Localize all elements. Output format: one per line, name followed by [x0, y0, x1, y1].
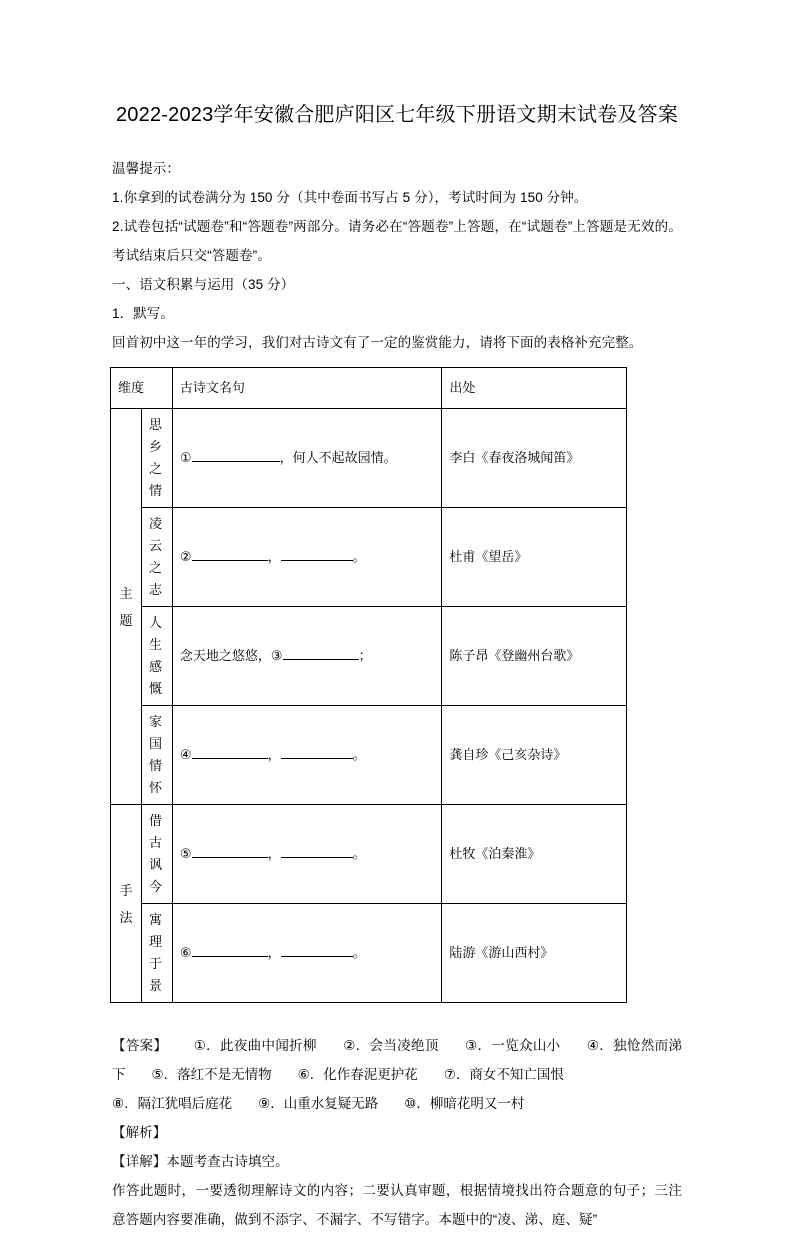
answer-item-6: ⑥．化作春泥更护花: [297, 1067, 418, 1082]
blank-marker-6: ⑥: [179, 945, 192, 960]
source-3: 陈子昂《登幽州台歌》: [442, 607, 627, 706]
source-4: 龚自珍《己亥杂诗》: [442, 706, 627, 805]
analysis-detail-text: 本题考查古诗填空。: [166, 1154, 289, 1169]
analysis-body: 作答此题时，一要透彻理解诗文的内容；二要认真审题，根据情境找出符合题意的句子；三注意答题内容要准确，做到不添字、不漏字、不写错字。本题中的“凌、涕、庭、疑”: [112, 1183, 682, 1227]
subtopic-ambition: 凌云之志: [141, 508, 172, 607]
answer-item-9: ⑨．山重水复疑无路: [258, 1096, 379, 1111]
poem-line-6: [172, 904, 441, 1003]
poem-line-3-head: 念天地之悠悠，: [179, 648, 271, 663]
table-row: [111, 508, 627, 607]
answer-label: 【答案】: [112, 1038, 168, 1053]
poem-line-5-mid: ，: [267, 846, 281, 861]
answer-paragraph-2: [112, 1089, 682, 1118]
source-6: 陆游《游山西村》: [442, 904, 627, 1003]
source-2: 杜甫《望岳》: [442, 508, 627, 607]
poem-line-4-mid: ，: [267, 747, 281, 762]
poem-line-2: [172, 508, 441, 607]
fill-blank-3: [283, 645, 359, 660]
answer-item-10: ⑩．柳暗花明又一村: [404, 1096, 525, 1111]
poem-line-5-end: 。: [352, 846, 366, 861]
notice-block: [0, 154, 794, 357]
fill-blank-6a: [192, 942, 268, 957]
fill-blank-2a: [192, 546, 268, 561]
table-header-line: 古诗文名句: [172, 368, 441, 409]
subtopic-patriotism: 家国情怀: [141, 706, 172, 805]
fill-blank-5a: [192, 843, 268, 858]
answer-paragraph: [112, 1031, 682, 1089]
answer-item-1: ①．此夜曲中闻折柳: [193, 1038, 317, 1053]
poem-line-3-end: ；: [358, 648, 372, 663]
poem-line-5: [172, 805, 441, 904]
section-heading: 一、语文积累与运用（35 分）: [112, 277, 295, 292]
poem-line-4: [172, 706, 441, 805]
blank-marker-1: ①: [179, 450, 192, 465]
answer-item-5: ⑤．落红不是无情物: [151, 1067, 272, 1082]
poetry-table: [110, 367, 627, 1003]
answer-item-7: ⑦．商女不知亡国恨: [443, 1067, 564, 1082]
blank-marker-2: ②: [179, 549, 192, 564]
subtopic-scenery: 寓理于景: [141, 904, 172, 1003]
analysis-detail: [112, 1147, 682, 1176]
subtopic-satire: 借古讽今: [141, 805, 172, 904]
analysis-block: [0, 1118, 794, 1234]
blank-marker-4: ④: [179, 747, 192, 762]
fill-blank-6b: [281, 942, 353, 957]
page-title: 2022-2023学年安徽合肥庐阳区七年级下册语文期末试卷及答案: [115, 104, 679, 126]
fill-blank-4a: [192, 744, 268, 759]
notice-item-1: 1.你拿到的试卷满分为 150 分（其中卷面书写占 5 分），考试时间为 150 分钟。: [112, 190, 588, 205]
fill-blank-4b: [281, 744, 353, 759]
notice-heading: 温馨提示：: [112, 161, 180, 176]
fill-blank-5b: [281, 843, 353, 858]
subtopic-homesickness: 思乡之情: [141, 409, 172, 508]
poem-line-4-end: 。: [352, 747, 366, 762]
blank-marker-3: ③: [270, 648, 283, 663]
source-1: 李白《春夜洛城闻笛》: [442, 409, 627, 508]
poem-line-3: [172, 607, 441, 706]
poem-line-2-mid: ，: [267, 549, 281, 564]
poem-line-1: [172, 409, 441, 508]
analysis-label: 【解析】: [112, 1125, 167, 1140]
answer-item-3: ③．一览众山小: [464, 1038, 561, 1053]
notice-item-2: 2.试卷包括“试题卷”和“答题卷”两部分。请务必在“答题卷”上答题，在“试题卷”上答题是无效的。考试结束后只交“答题卷”。: [112, 219, 682, 263]
group-label-theme-text: 主题: [119, 585, 133, 628]
table-row: [111, 409, 627, 508]
poem-line-6-mid: ，: [267, 945, 281, 960]
answer-block: [0, 1031, 794, 1118]
answer-item-8: ⑧．隔江犹唱后庭花: [112, 1096, 233, 1111]
source-5: 杜牧《泊秦淮》: [442, 805, 627, 904]
poem-line-6-end: 。: [352, 945, 366, 960]
answer-item-2: ②．会当凌绝顶: [342, 1038, 439, 1053]
table-header-source: 出处: [442, 368, 627, 409]
table-row: [111, 805, 627, 904]
poem-line-1-tail: ，何人不起故园情。: [279, 450, 397, 465]
subtopic-life-reflection: 人生感慨: [141, 607, 172, 706]
fill-blank-1: [192, 447, 280, 462]
table-row: [111, 904, 627, 1003]
poetry-table-wrapper: [0, 367, 794, 1003]
analysis-detail-label: 【详解】: [112, 1154, 167, 1169]
table-header-row: [111, 368, 627, 409]
blank-marker-5: ⑤: [179, 846, 192, 861]
group-label-technique-text: 手法: [119, 882, 133, 925]
table-row: [111, 706, 627, 805]
answer-item-4: ④．独怆然而涕下: [112, 1038, 682, 1082]
question-stem: 回首初中这一年的学习，我们对古诗文有了一定的鉴赏能力，请将下面的表格补充完整。: [112, 335, 643, 350]
group-label-technique: [111, 805, 142, 1003]
poem-line-2-end: 。: [352, 549, 366, 564]
question-number: 1．默写。: [112, 306, 175, 321]
fill-blank-2b: [281, 546, 353, 561]
table-header-dimension: 维度: [111, 368, 173, 409]
group-label-theme: [111, 409, 142, 805]
table-row: [111, 607, 627, 706]
